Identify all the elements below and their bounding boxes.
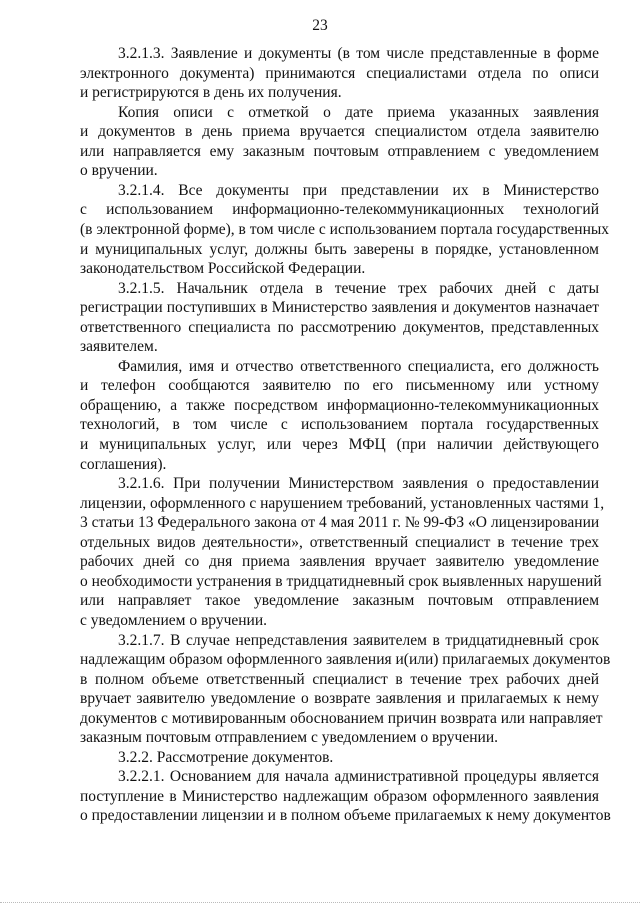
text-line: или направляется ему заказным почтовым отправлением с уведомлением bbox=[80, 142, 599, 160]
text-line: лицензии, оформленного с нарушением требований, установленных частями 1, bbox=[80, 494, 605, 512]
text-line: о вручении. bbox=[80, 162, 158, 180]
text-line: 3 статьи 13 Федерального закона от 4 мая 2011 г. № 99-ФЗ «О лицензировании bbox=[80, 514, 600, 532]
text-line: в полном объеме ответственный специалист в течение трех рабочих дней bbox=[80, 670, 599, 688]
text-line: и муниципальных услуг, должны быть заверены в порядке, установленном bbox=[80, 240, 599, 258]
text-line: отдельных видов деятельности», ответственный специалист в течение трех bbox=[80, 533, 599, 551]
page-number: 23 bbox=[312, 17, 328, 34]
text-line: или направляет такое уведомление заказным почтовым отправлением bbox=[80, 592, 599, 610]
text-line: технологий, в том числе с использованием портала государственных bbox=[80, 416, 599, 434]
text-line: 3.2.2.1. Основанием для начала административной процедуры является bbox=[118, 768, 599, 786]
text-line: 3.2.2. Рассмотрение документов. bbox=[118, 748, 334, 766]
text-line: 3.2.1.5. Начальник отдела в течение трех рабочих дней с даты bbox=[118, 279, 599, 297]
text-line: заказным почтовым отправлением с уведомлением о вручении. bbox=[80, 729, 498, 747]
text-line: с использованием информационно-телекоммуникационных технологий bbox=[80, 201, 599, 219]
text-line: с уведомлением о вручении. bbox=[80, 611, 267, 629]
text-line: обращению, а также посредством информационно-телекоммуникационных bbox=[80, 396, 599, 414]
text-line: 3.2.1.4. Все документы при представлении их в Министерство bbox=[118, 181, 599, 199]
text-line: и телефон сообщаются заявителю по его письменному или устному bbox=[80, 377, 599, 395]
text-line: надлежащим образом оформленного заявления и(или) прилагаемых документов bbox=[80, 651, 611, 669]
text-line: и документов в день приема вручается специалистом отдела заявителю bbox=[80, 123, 599, 141]
page-bottom-edge bbox=[0, 902, 640, 903]
text-line: соглашения). bbox=[80, 455, 167, 473]
text-line: 3.2.1.7. В случае непредставления заявителем в тридцатидневный срок bbox=[118, 631, 599, 649]
text-line: регистрации поступивших в Министерство заявления и документов назначает bbox=[80, 299, 599, 317]
text-line: заявителем. bbox=[80, 338, 158, 356]
text-line: о необходимости устранения в тридцатидневный срок выявленных нарушений bbox=[80, 572, 602, 590]
text-line: документов с мотивированным обоснованием причин возврата или направляет bbox=[80, 709, 603, 727]
text-line: о предоставлении лицензии и в полном объеме прилагаемых к нему документов bbox=[80, 807, 611, 825]
text-line: и регистрируются в день их получения. bbox=[80, 84, 342, 102]
text-line: ответственного специалиста по рассмотрению документов, представленных bbox=[80, 318, 599, 336]
text-line: (в электронной форме), в том числе с использованием портала государственных bbox=[80, 220, 610, 238]
text-line: рабочих дней со дня приема заявления вручает заявителю уведомление bbox=[80, 553, 599, 571]
text-line: 3.2.1.3. Заявление и документы (в том числе представленные в форме bbox=[118, 45, 599, 62]
text-line: Копия описи с отметкой о дате приема указанных заявления bbox=[118, 103, 599, 121]
text-line: и муниципальных услуг, или через МФЦ (при наличии действующего bbox=[80, 436, 599, 453]
text-line: электронного документа) принимаются специалистами отдела по описи bbox=[80, 64, 599, 82]
text-line: вручает заявителю уведомление о возврате заявления и прилагаемых к нему bbox=[80, 690, 599, 708]
text-line: Фамилия, имя и отчество ответственного специалиста, его должность bbox=[118, 357, 599, 375]
text-line: законодательством Российской Федерации. bbox=[80, 260, 366, 278]
text-line: 3.2.1.6. При получении Министерством заявления о предоставлении bbox=[118, 475, 599, 493]
text-line: поступление в Министерство надлежащим образом оформленного заявления bbox=[80, 787, 599, 805]
